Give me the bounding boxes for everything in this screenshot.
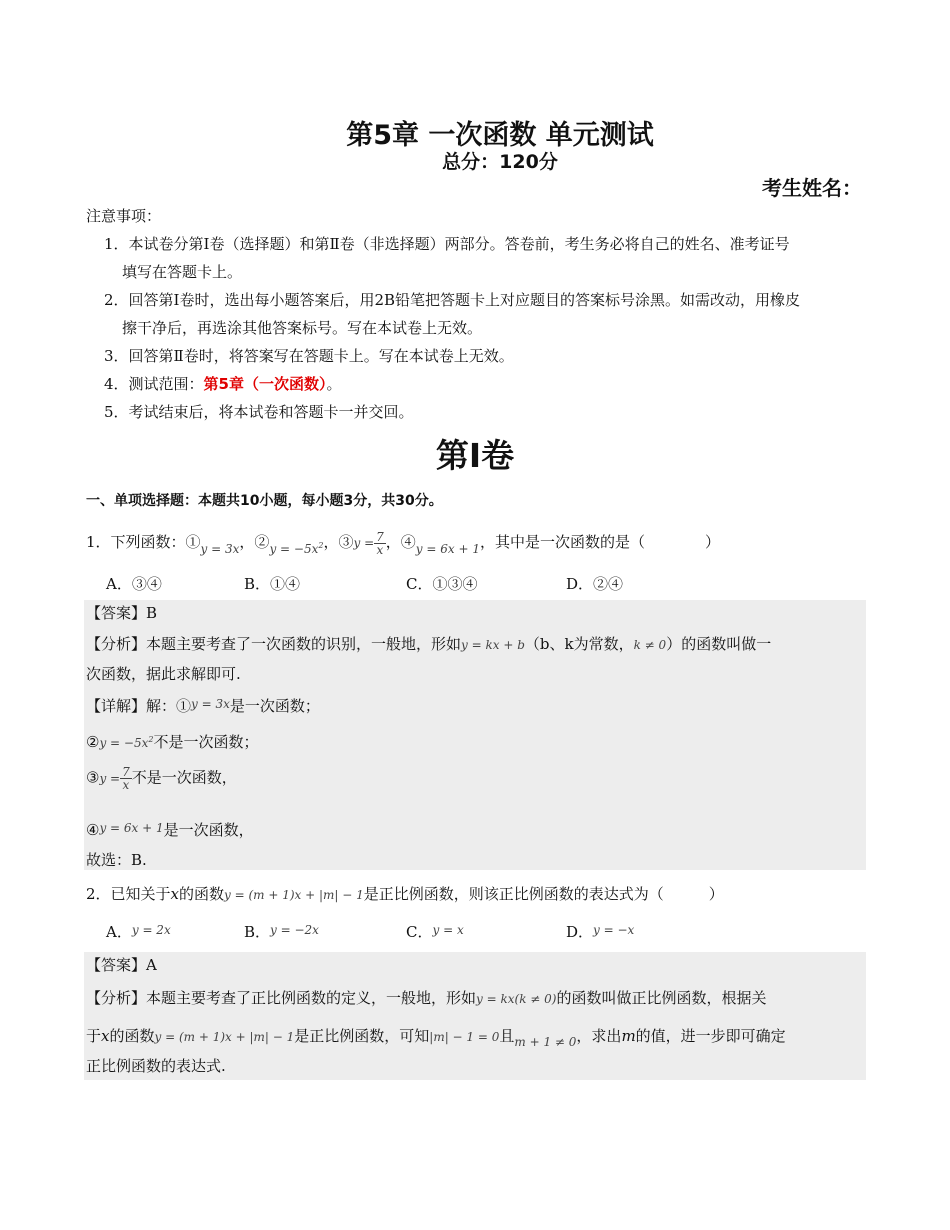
q2-answer: 【答案】A: [86, 956, 157, 974]
q2-option-a-formula: y = 2x: [131, 923, 171, 937]
q1-formula-2: [269, 542, 323, 556]
q1-analysis-line-2: 次函数，据此求解即可.: [86, 665, 241, 683]
note-4: [104, 374, 342, 394]
q2-option-d-formula: y = −x: [593, 923, 635, 937]
note-2-line-1: 2．回答第Ⅰ卷时，选出每小题答案后，用2B铅笔把答题卡上对应题目的答案标号涂黑。如需改动，用橡皮: [104, 291, 801, 309]
q2-analysis-line-3: 正比例函数的表达式.: [86, 1057, 226, 1075]
q2-analysis-l2-p3: 是正比例函数，可知: [294, 1027, 430, 1045]
note-4-suffix: 。: [326, 375, 342, 393]
q1-analysis-p1: 【分析】本题主要考查了一次函数的识别，一般地，形如: [86, 635, 462, 653]
q1-detail-formula-3-fraction: [120, 766, 132, 791]
q1-detail-s4: 是一次函数，: [163, 821, 254, 839]
q1-option-d: D．②④: [566, 575, 624, 593]
notes-heading: 注意事项：: [86, 207, 162, 225]
q1-prefix: 1．下列函数：①: [86, 533, 201, 551]
q1-analysis-formula-2: k ≠ 0: [633, 638, 667, 652]
q1-suffix: ，其中是一次函数的是（ ）: [479, 533, 720, 551]
q2-stem-p1: 2．已知关于: [86, 885, 171, 903]
q1-detail-s3: 不是一次函数，: [131, 768, 237, 787]
q2-analysis-l2-x: x: [101, 1027, 110, 1045]
q2-analysis-p2: 的函数叫做正比例函数，根据关: [556, 989, 767, 1007]
q1-detail-line-4: [86, 820, 254, 841]
q1-formula-3-num: 7: [376, 529, 384, 544]
q1-detail-formula-2-exp: 2: [148, 735, 154, 744]
note-4-prefix: 4．测试范围：: [104, 375, 204, 393]
note-1-line-2: 填写在答题卡上。: [122, 263, 243, 281]
q1-formula-3-fraction: [374, 531, 386, 556]
q1-option-c: C．①③④: [406, 575, 478, 593]
q1-formula-1: y = 3x: [200, 542, 240, 556]
q1-detail-c3: ③: [86, 768, 100, 787]
q2-analysis-l2-formula-3: m + 1 ≠ 0: [514, 1035, 577, 1049]
q2-option-a: [106, 922, 171, 943]
q2-stem-p2: 的函数: [179, 885, 225, 903]
q1-formula-3-den: x: [376, 542, 384, 557]
note-5: 5．考试结束后，将本试卷和答题卡一并交回。: [104, 403, 414, 421]
question-1-stem: [86, 530, 720, 556]
student-name-label: 考生姓名：: [762, 176, 862, 200]
q1-detail-s1: 是一次函数；: [229, 697, 320, 715]
note-2-line-2: 擦干净后，再选涂其他答案标号。写在本试卷上无效。: [122, 319, 483, 337]
q1-analysis-p3: ）的函数叫做一: [666, 635, 772, 653]
q1-sep-3: ，③: [323, 533, 354, 551]
q2-analysis-l2-formula-2: |m| − 1 = 0: [429, 1030, 500, 1044]
q2-analysis-l2-m: m: [621, 1027, 636, 1045]
q1-analysis-formula: y = kx + b: [461, 638, 525, 652]
q1-formula-4: y = 6x + 1: [415, 542, 480, 556]
q1-detail-line-2: [86, 730, 258, 753]
q2-option-b-label: B．: [244, 923, 271, 941]
q2-analysis-l2-p5: ，求出: [576, 1027, 622, 1045]
q1-detail-formula-2-base: y = −5x: [99, 736, 149, 750]
q2-option-c-label: C．: [406, 923, 433, 941]
q1-detail-formula-4: y = 6x + 1: [99, 821, 164, 835]
q2-analysis-l2-p4: 且: [499, 1027, 515, 1045]
q1-conclusion: 故选：B.: [86, 851, 147, 869]
q1-option-a: A．③④: [106, 575, 162, 593]
q1-formula-2-base: y = −5x: [269, 542, 319, 556]
q2-analysis-formula-1: y = kx(k ≠ 0): [476, 992, 557, 1006]
q1-sep-2: ，②: [239, 533, 270, 551]
q2-stem-p3: 是正比例函数，则该正比例函数的表达式为（ ）: [363, 885, 724, 903]
q1-detail-line-1: [86, 696, 320, 717]
q2-option-b-formula: y = −2x: [270, 923, 319, 937]
q2-option-c-formula: y = x: [432, 923, 464, 937]
q2-option-d-label: D．: [566, 923, 594, 941]
q1-detail-formula-1: y = 3x: [191, 697, 230, 711]
q2-stem-x: x: [170, 885, 180, 903]
q2-option-b: [244, 922, 319, 943]
q2-stem-formula: y = (m + 1)x + |m| − 1: [224, 888, 364, 902]
section-title: 一、单项选择题：本题共10小题，每小题3分，共30分。: [86, 493, 443, 509]
q2-analysis-l2-p1: 于: [86, 1027, 102, 1045]
q1-analysis-p2: （b、k为常数，: [524, 635, 634, 653]
q1-detail-c2: ②: [86, 733, 100, 751]
q1-detail-c4: ④: [86, 821, 100, 839]
q2-analysis-l2-formula: y = (m + 1)x + |m| − 1: [154, 1030, 295, 1044]
q1-formula-3-lhs: y =: [353, 536, 375, 550]
q1-detail-formula-3-den: x: [122, 778, 130, 792]
question-2-stem: [86, 884, 724, 905]
q1-sep-4: ，④: [385, 533, 416, 551]
q1-detail-formula-3-lhs: y =: [99, 771, 121, 786]
q2-analysis-l2-p2: 的函数: [109, 1027, 155, 1045]
q1-answer: 【答案】B: [86, 604, 158, 622]
part-title: 第Ⅰ卷: [435, 436, 515, 475]
q2-option-a-label: A．: [106, 923, 132, 941]
q1-analysis-line-1: [86, 634, 771, 655]
q1-detail-formula-2: [99, 736, 153, 750]
page-title: 第5章 一次函数 单元测试: [346, 120, 654, 151]
q1-detail-s2: 不是一次函数；: [153, 733, 259, 751]
q1-detail-formula-3-num: 7: [122, 765, 130, 779]
test-range: 第5章（一次函数）: [203, 375, 327, 393]
note-3: 3．回答第Ⅱ卷时，将答案写在答题卡上。写在本试卷上无效。: [104, 347, 514, 365]
q1-detail-line-3: [86, 766, 237, 791]
q2-option-d: [566, 922, 634, 943]
total-score: 总分：120分: [442, 151, 558, 173]
q2-analysis-l2-p6: 的值，进一步即可确定: [635, 1027, 786, 1045]
q1-option-b: B．①④: [244, 575, 301, 593]
q2-analysis-line-1: [86, 988, 767, 1009]
q1-formula-2-exp: 2: [318, 541, 324, 550]
q2-option-c: [406, 922, 464, 943]
q2-analysis-p1: 【分析】本题主要考查了正比例函数的定义，一般地，形如: [86, 989, 477, 1007]
q2-analysis-line-2: [86, 1026, 786, 1047]
q1-detail-p1: 【详解】解：①: [86, 697, 192, 715]
note-1-line-1: 1．本试卷分第Ⅰ卷（选择题）和第Ⅱ卷（非选择题）两部分。答卷前，考生务必将自己的姓名、准考证号: [104, 235, 790, 253]
